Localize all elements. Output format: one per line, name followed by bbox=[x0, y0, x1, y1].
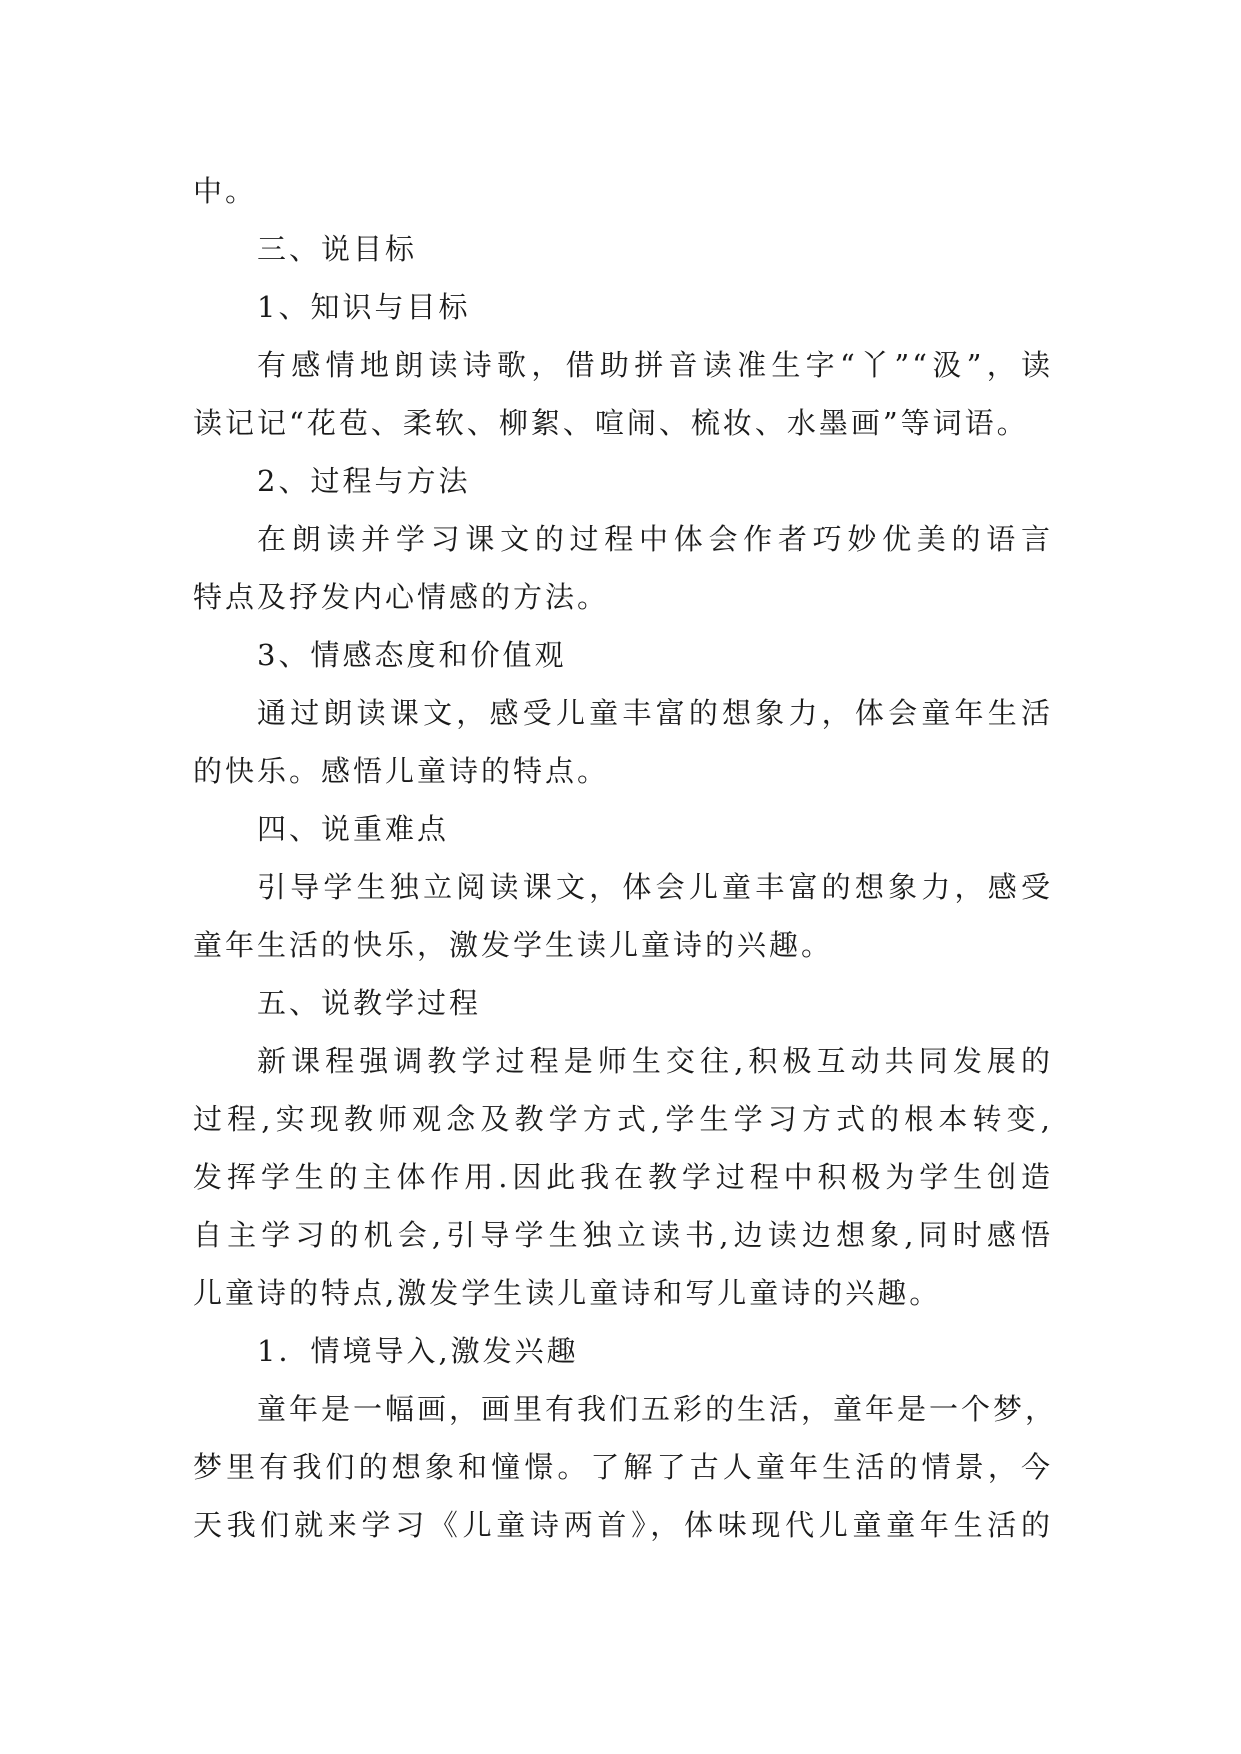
section-heading: 四、说重难点 bbox=[257, 812, 450, 846]
paragraph-line: 中。 bbox=[193, 174, 258, 208]
paragraph-line: 天我们就来学习《儿童诗两首》，体味现代儿童童年生活的 bbox=[193, 1508, 1053, 1542]
paragraph-line: 自主学习的机会,引导学生独立读书,边读边想象,同时感悟 bbox=[193, 1218, 1053, 1252]
paragraph-line: 特点及抒发内心情感的方法。 bbox=[193, 580, 610, 614]
paragraph-line: 童年是一幅画，画里有我们五彩的生活，童年是一个梦， bbox=[257, 1392, 1058, 1426]
subsection-heading: 1．情境导入,激发兴趣 bbox=[257, 1334, 579, 1368]
document-body bbox=[193, 162, 1058, 1554]
paragraph-line: 在朗读并学习课文的过程中体会作者巧妙优美的语言 bbox=[257, 522, 1053, 556]
paragraph-line: 过程,实现教师观念及教学方式,学生学习方式的根本转变, bbox=[193, 1102, 1053, 1136]
paragraph-line: 的快乐。感悟儿童诗的特点。 bbox=[193, 754, 610, 788]
section-heading: 五、说教学过程 bbox=[257, 986, 482, 1020]
paragraph-line: 发挥学生的主体作用.因此我在教学过程中积极为学生创造 bbox=[193, 1160, 1053, 1194]
paragraph-line: 引导学生独立阅读课文，体会儿童丰富的想象力，感受 bbox=[257, 870, 1053, 904]
paragraph-line: 儿童诗的特点,激发学生读儿童诗和写儿童诗的兴趣。 bbox=[193, 1276, 942, 1310]
subsection-heading: 1、知识与目标 bbox=[257, 290, 471, 324]
section-heading: 三、说目标 bbox=[257, 232, 418, 266]
paragraph-line: 通过朗读课文，感受儿童丰富的想象力，体会童年生活 bbox=[257, 696, 1053, 730]
paragraph-line: 有感情地朗读诗歌，借助拼音读准生字“丫”“汲”，读 bbox=[257, 348, 1053, 382]
paragraph-line: 梦里有我们的想象和憧憬。了解了古人童年生活的情景，今 bbox=[193, 1450, 1053, 1484]
paragraph-line: 读记记“花苞、柔软、柳絮、喧闹、梳妆、水墨画”等词语。 bbox=[193, 406, 1029, 440]
subsection-heading: 2、过程与方法 bbox=[257, 464, 471, 498]
subsection-heading: 3、情感态度和价值观 bbox=[257, 638, 567, 672]
paragraph-line: 新课程强调教学过程是师生交往,积极互动共同发展的 bbox=[257, 1044, 1053, 1078]
paragraph-line: 童年生活的快乐，激发学生读儿童诗的兴趣。 bbox=[193, 928, 834, 962]
